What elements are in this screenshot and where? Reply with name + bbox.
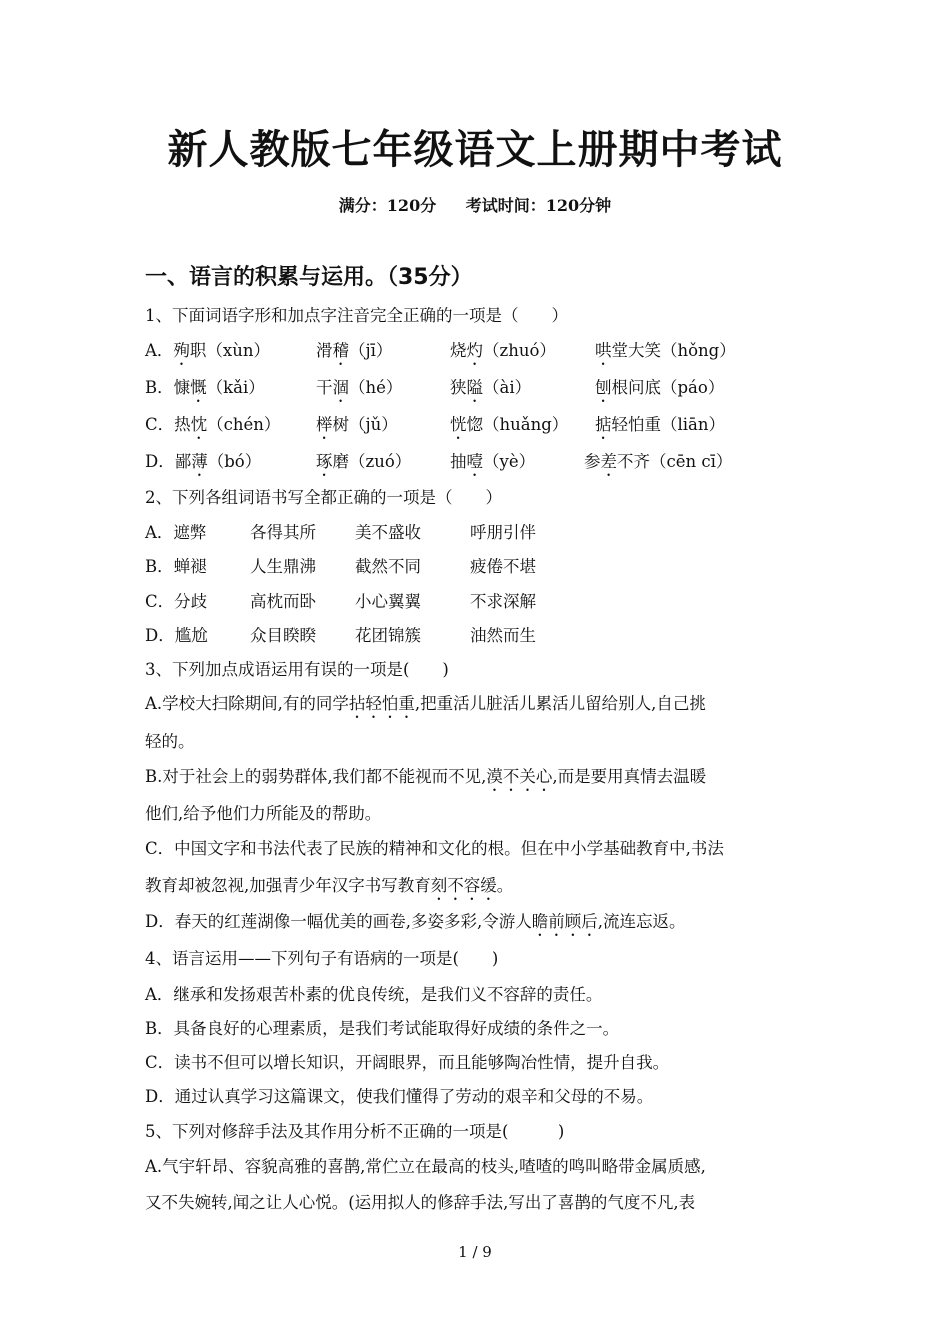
q2-option-d-word3: 花团锦簇: [355, 626, 421, 645]
q1-option-b: B．慷慨（kǎi）: [145, 378, 265, 397]
q4-option-a: A．继承和发扬艰苦朴素的优良传统，是我们义不容辞的责任。: [145, 985, 603, 1004]
q2-option-d-word2: 众目睽睽: [250, 626, 316, 645]
q1-option-b-word3: 狭隘（ài）: [450, 378, 532, 397]
q4-option-c: C．读书不但可以增长知识，开阔眼界，而且能够陶冶性情，提升自我。: [145, 1053, 670, 1072]
q1-option-c-word2: 榉树（jǔ）: [316, 415, 398, 434]
q3-option-b-cont: 他们,给予他们力所能及的帮助。: [145, 804, 382, 823]
q2-option-b-word2: 人生鼎沸: [250, 557, 316, 576]
question-4-stem: 4、语言运用——下列句子有语病的一项是( ): [145, 949, 499, 968]
q5-option-a-cont: 又不失婉转,闻之让人心悦。(运用拟人的修辞手法,写出了喜鹊的气度不凡,表: [145, 1193, 696, 1212]
q3-idiom-c: 刻不容缓: [430, 876, 497, 895]
q2-option-b: B．蝉褪: [145, 557, 207, 576]
q1-option-b-word2: 干涸（hé）: [316, 378, 403, 397]
q2-option-c-word4: 不求深解: [470, 592, 536, 611]
q2-option-c: C．分歧: [145, 592, 208, 611]
q2-option-d-word4: 油然而生: [470, 626, 536, 645]
q3-option-a-cont: 轻的。: [145, 732, 195, 751]
q3-idiom-a: 拈轻怕重: [348, 694, 415, 713]
q1-option-c-word4: 掂轻怕重（liān）: [595, 415, 726, 434]
q2-option-c-word2: 高枕而卧: [250, 592, 316, 611]
q3-option-d: D．春天的红莲湖像一幅优美的画卷,多姿多彩,令游人瞻前顾后,流连忘返。: [145, 912, 686, 931]
q1-option-c: C．热忱（chén）: [145, 415, 281, 434]
full-score: 满分：120分: [338, 196, 437, 215]
q1-option-a-word2: 滑稽（jī）: [316, 341, 393, 360]
q1-option-d-word2: 琢磨（zuó）: [316, 452, 412, 471]
q1-option-a-word4: 哄堂大笑（hǒng）: [595, 341, 736, 360]
q1-option-c-word3: 恍惚（huǎng）: [450, 415, 569, 434]
q2-option-a-word4: 呼朋引伴: [470, 523, 536, 542]
exam-time: 考试时间：120分钟: [465, 196, 612, 215]
q4-option-d: D．通过认真学习这篇课文，使我们懂得了劳动的艰辛和父母的不易。: [145, 1087, 654, 1106]
q3-idiom-b: 漠不关心: [486, 767, 553, 786]
q4-option-b: B．具备良好的心理素质，是我们考试能取得好成绩的条件之一。: [145, 1019, 620, 1038]
q3-option-a: A.学校大扫除期间,有的同学拈轻怕重,把重活儿脏活儿累活儿留给别人,自己挑: [145, 694, 706, 713]
section-heading: 一、语言的积累与运用。（35分）: [145, 265, 473, 290]
q2-option-c-word3: 小心翼翼: [355, 592, 421, 611]
question-2-stem: 2、下列各组词语书写全都正确的一项是（ ）: [145, 488, 502, 507]
exam-info: [0, 193, 950, 216]
q1-option-a-word3: 烧灼（zhuó）: [450, 341, 556, 360]
q3-option-c: C．中国文字和书法代表了民族的精神和文化的根。但在中小学基础教育中,书法: [145, 839, 724, 858]
question-1-stem: 1、下面词语字形和加点字注音完全正确的一项是（ ）: [145, 306, 568, 325]
q2-option-d: D．尴尬: [145, 626, 208, 645]
q3-option-b: B.对于社会上的弱势群体,我们都不能视而不见,漠不关心,而是要用真情去温暖: [145, 767, 707, 786]
question-3-stem: 3、下列加点成语运用有误的一项是( ): [145, 660, 449, 679]
q1-option-d-word3: 抽噎（yè）: [450, 452, 536, 471]
q2-option-b-word4: 疲倦不堪: [470, 557, 536, 576]
page-number: 1 / 9: [458, 1243, 492, 1261]
q2-option-a: A．遮弊: [145, 523, 207, 542]
question-5-stem: 5、下列对修辞手法及其作用分析不正确的一项是( ): [145, 1122, 565, 1141]
q3-idiom-d: 瞻前顾后: [531, 912, 598, 931]
q3-option-c-cont: 教育却被忽视,加强青少年汉字书写教育刻不容缓。: [145, 876, 514, 895]
q2-option-b-word3: 截然不同: [355, 557, 421, 576]
q2-option-a-word2: 各得其所: [250, 523, 316, 542]
q2-option-a-word3: 美不盛收: [355, 523, 421, 542]
q1-option-b-word4: 刨根问底（páo）: [595, 378, 725, 397]
q5-option-a: A.气宇轩昂、容貌高雅的喜鹊,常伫立在最高的枝头,喳喳的鸣叫略带金属质感,: [145, 1157, 706, 1176]
q1-option-d: D．鄙薄（bó）: [145, 452, 262, 471]
q1-option-a: A．殉职（xùn）: [145, 341, 270, 360]
q1-option-d-word4: 参差不齐（cēn cī）: [584, 452, 733, 471]
page-title: 新人教版七年级语文上册期中考试: [167, 126, 783, 173]
